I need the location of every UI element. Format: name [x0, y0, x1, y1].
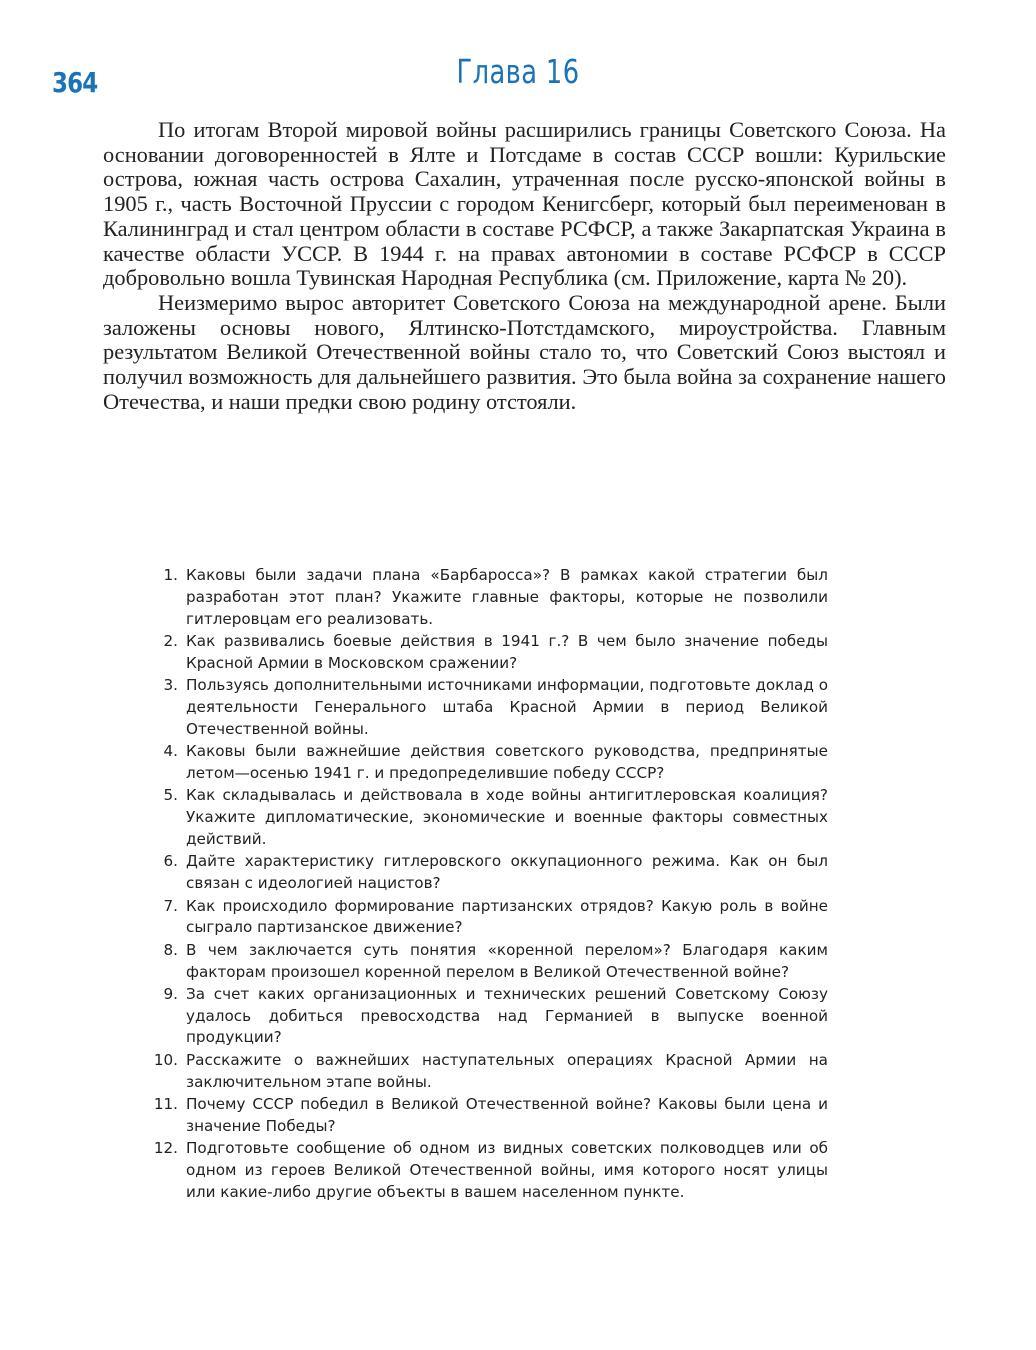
question-number: 3.: [163, 676, 178, 695]
question-text: Как складывалась и действовала в ходе войны антигитлеровская коалиция? Укажите дипломатические, экономические и военные факторы совместных действий.: [186, 786, 828, 848]
question-item: [140, 565, 828, 630]
body-paragraph: Неизмеримо вырос авторитет Советского Союза на международной арене. Были заложены основы нового, Ялтинско-Потстдамского, мироустройства. Главным результатом Великой Отечественной войны стало то, что Советский Союз выстоял и получил возможность для дальнейшего развития. Это была война за сохранение нашего Отечества, и наши предки свою родину отстояли.: [103, 289, 946, 414]
question-text: Как развивались боевые действия в 1941 г.? В чем было значение победы Красной Армии в Московском сражении?: [186, 631, 828, 672]
question-number: 10.: [153, 1050, 178, 1069]
question-text: В чем заключается суть понятия «коренной перелом»? Благодаря каким факторам произошел коренной перелом в Великой Отечественной войне?: [186, 940, 828, 981]
question-text: Пользуясь дополнительными источниками информации, подготовьте доклад о деятельности Генерального штаба Красной Армии в период Великой Отечественной войны.: [186, 676, 828, 738]
question-text: Расскажите о важнейших наступательных операциях Красной Армии на заключительном этапе войны.: [186, 1050, 828, 1091]
question-item: [140, 1138, 828, 1203]
question-text: Как происходило формирование партизанских отрядов? Какую роль в войне сыграло партизанское движение?: [186, 896, 828, 937]
question-number: 7.: [163, 896, 178, 915]
question-text: Каковы были задачи плана «Барбаросса»? В рамках какой стратегии был разработан этот план? Укажите главные факторы, которые не позволили гитлеровцам его реализовать.: [186, 566, 828, 628]
question-number: 8.: [163, 940, 178, 959]
page-number: 364: [52, 66, 98, 99]
question-item: [140, 851, 828, 895]
question-text: За счет каких организационных и технических решений Советскому Союзу удалось добиться превосходства над Германией в выпуске военной продукции?: [186, 984, 828, 1047]
review-questions-list: [140, 565, 828, 1204]
question-text: Дайте характеристику гитлеровского оккупационного режима. Как он был связан с идеологией нацистов?: [186, 852, 828, 893]
question-item: [140, 631, 828, 675]
question-item: [140, 785, 828, 850]
question-item: [140, 940, 828, 984]
question-item: [140, 896, 828, 940]
question-item: [140, 1050, 828, 1094]
question-item: [140, 741, 828, 785]
question-number: 9.: [163, 984, 178, 1003]
question-number: 12.: [153, 1139, 178, 1158]
question-number: 11.: [153, 1095, 178, 1114]
body-text: [103, 118, 946, 414]
chapter-title: Глава 16: [456, 52, 580, 91]
question-number: 2.: [163, 631, 178, 650]
question-number: 6.: [163, 852, 178, 871]
question-number: 4.: [163, 742, 178, 761]
question-text: Почему СССР победил в Великой Отечественной войне? Каковы были цена и значение Победы?: [186, 1095, 828, 1135]
question-item: [140, 675, 828, 740]
question-item: [140, 1094, 828, 1138]
question-number: 5.: [163, 786, 178, 805]
question-number: 1.: [163, 566, 178, 584]
question-text: Подготовьте сообщение об одном из видных советских полководцев или об одном из героев Великой Отечественной войны, имя которого носят улицы или какие-либо другие объекты в вашем населенном пункте.: [186, 1139, 828, 1201]
question-item: [140, 984, 828, 1049]
body-paragraph: По итогам Второй мировой войны расширились границы Советского Союза. На основании договоренностей в Ялте и Потсдаме в состав СССР вошли: Курильские острова, южная часть острова Сахалин, утраченная после русско-японской войны в 1905 г., часть Восточной Пруссии с городом Кенигсберг, который был переименован в Калининград и стал центром области в составе РСФСР, а также Закарпатская Украина в качестве области УССР. В 1944 г. на правах автономии в составе РСФСР в СССР добровольно вошла Тувинская Народная Республика (см. Приложение, карта № 20).: [103, 117, 946, 291]
question-text: Каковы были важнейшие действия советского руководства, предпринятые летом—осенью 1941 г. и предопределившие победу СССР?: [186, 742, 828, 782]
